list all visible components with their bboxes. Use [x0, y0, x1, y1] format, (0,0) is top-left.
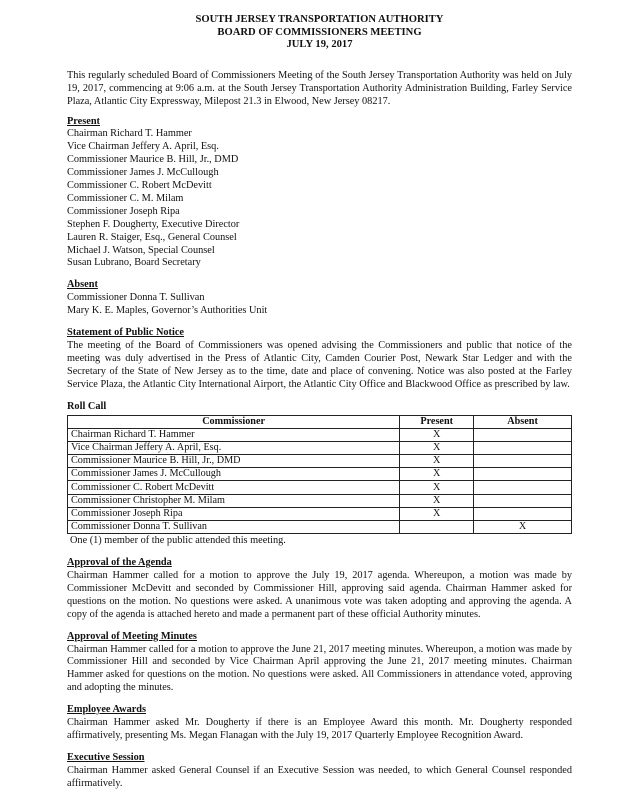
table-row — [68, 455, 572, 468]
intro-paragraph: This regularly scheduled Board of Commissioners Meeting of the South Jersey Transportation Authority was held on July 19, 2017, commencing at 9:06 a.m. at the South Jersey Transportation Authority Administration Building, Farley Service Plaza, Atlantic City Expressway, Milepost 21.3 in Elwood, New Jersey 08217. — [67, 69, 572, 107]
agenda-section — [67, 557, 572, 622]
agenda-text: Chairman Hammer called for a motion to approve the July 19, 2017 agenda. Whereupon, a motion was made by Commissioner McDevitt and seconded by Commissioner Hill, approving said agenda. Chairman Hammer asked for questions on the motion. No questions were asked. A unanimous vote was taken adopting and approving the agenda. A copy of the agenda is attached hereto and made a permanent part of these official Authority minutes. — [67, 570, 572, 620]
employee-awards-text: Chairman Hammer asked Mr. Dougherty if there is an Employee Award this month. Mr. Dougherty responded affirmatively, presenting Ms. Megan Flanagan with the July 19, 2017 Quarterly Employee Recognition Award. — [67, 717, 572, 741]
absent-mark: X — [474, 521, 572, 534]
present-mark: X — [400, 455, 474, 468]
executive-session-heading: Executive Session — [67, 751, 145, 763]
column-header-commissioner: Commissioner — [68, 415, 400, 428]
column-header-absent: Absent — [474, 415, 572, 428]
table-row — [68, 481, 572, 494]
commissioner-name: Commissioner Donna T. Sullivan — [68, 521, 400, 534]
table-row — [68, 521, 572, 534]
present-mark: X — [400, 428, 474, 441]
list-item: Commissioner James J. McCullough — [67, 167, 219, 179]
list-item: Chairman Richard T. Hammer — [67, 128, 192, 140]
minutes-section — [67, 631, 572, 696]
document-page — [67, 14, 572, 791]
minutes-heading: Approval of Meeting Minutes — [67, 630, 197, 642]
commissioner-name: Commissioner Maurice B. Hill, Jr., DMD — [68, 455, 400, 468]
title-meeting: BOARD OF COMMISSIONERS MEETING — [217, 26, 422, 38]
present-mark: X — [400, 494, 474, 507]
document-title — [67, 14, 572, 52]
public-notice-section — [67, 327, 572, 392]
column-header-present: Present — [400, 415, 474, 428]
roll-call-table — [67, 415, 572, 535]
list-item: Commissioner Maurice B. Hill, Jr., DMD — [67, 154, 239, 166]
employee-awards-heading: Employee Awards — [67, 704, 147, 716]
absent-mark — [474, 441, 572, 454]
roll-call-heading: Roll Call — [67, 400, 107, 412]
roll-call-section — [67, 401, 572, 549]
table-row — [68, 507, 572, 520]
title-date: JULY 19, 2017 — [286, 39, 353, 51]
table-row — [68, 494, 572, 507]
agenda-heading: Approval of the Agenda — [67, 557, 172, 569]
table-row — [68, 428, 572, 441]
absent-mark — [474, 494, 572, 507]
list-item: Commissioner Donna T. Sullivan — [67, 292, 205, 304]
table-row — [68, 468, 572, 481]
list-item: Commissioner C. Robert McDevitt — [67, 180, 212, 192]
employee-awards-section — [67, 704, 572, 743]
present-mark: X — [400, 481, 474, 494]
present-heading: Present — [67, 115, 100, 127]
list-item: Michael J. Watson, Special Counsel — [67, 244, 215, 256]
absent-mark — [474, 481, 572, 494]
absent-mark — [474, 428, 572, 441]
present-list — [67, 128, 572, 270]
commissioner-name: Vice Chairman Jeffery A. April, Esq. — [68, 441, 400, 454]
present-mark — [400, 521, 474, 534]
commissioner-name: Commissioner James J. McCullough — [68, 468, 400, 481]
list-item: Commissioner C. M. Milam — [67, 192, 184, 204]
present-section — [67, 116, 572, 271]
list-item: Commissioner Joseph Ripa — [67, 205, 180, 217]
public-notice-heading: Statement of Public Notice — [67, 327, 184, 339]
table-row — [68, 441, 572, 454]
public-attendance-note: One (1) member of the public attended this meeting. — [70, 535, 286, 547]
present-mark: X — [400, 441, 474, 454]
public-notice-text: The meeting of the Board of Commissioners was opened advising the Commissioners and public that notice of the meeting was duly advertised in the Press of Atlantic City, Camden Courier Post, Newark Star Ledger and with the Secretary of the State of New Jersey as to the time, date and place of convening. Notice was also posted at the Farley Service Plaza, the Atlantic City International Airport, the Atlantic City Office and Blackwood Office as prescribed by law. — [67, 340, 572, 390]
commissioner-name: Commissioner Joseph Ripa — [68, 507, 400, 520]
commissioner-name: Chairman Richard T. Hammer — [68, 428, 400, 441]
commissioner-name: Commissioner Christopher M. Milam — [68, 494, 400, 507]
minutes-text: Chairman Hammer called for a motion to approve the June 21, 2017 meeting minutes. Whereupon, a motion was made by Commissioner Hill and seconded by Vice Chairman April approving the June 21, 2017 meeting minutes. Chairman Hammer asked for questions on the motion. No questions were asked. All Commissioners in attendance voted, approving and adopting the minutes. — [67, 643, 572, 694]
table-header-row — [68, 415, 572, 428]
list-item: Susan Lubrano, Board Secretary — [67, 257, 201, 269]
list-item: Lauren R. Staiger, Esq., General Counsel — [67, 231, 237, 243]
absent-heading: Absent — [67, 279, 98, 291]
absent-mark — [474, 507, 572, 520]
absent-mark — [474, 455, 572, 468]
list-item: Stephen F. Dougherty, Executive Director — [67, 218, 240, 230]
present-mark: X — [400, 507, 474, 520]
executive-session-text: Chairman Hammer asked General Counsel if an Executive Session was needed, to which General Counsel responded affirmatively. — [67, 764, 572, 789]
present-mark: X — [400, 468, 474, 481]
absent-mark — [474, 468, 572, 481]
title-authority: SOUTH JERSEY TRANSPORTATION AUTHORITY — [195, 14, 444, 25]
executive-session-section — [67, 752, 572, 791]
list-item: Vice Chairman Jeffery A. April, Esq. — [67, 141, 219, 153]
absent-list — [67, 292, 572, 318]
list-item: Mary K. E. Maples, Governor’s Authorities Unit — [67, 305, 268, 317]
commissioner-name: Commissioner C. Robert McDevitt — [68, 481, 400, 494]
absent-section — [67, 279, 572, 318]
